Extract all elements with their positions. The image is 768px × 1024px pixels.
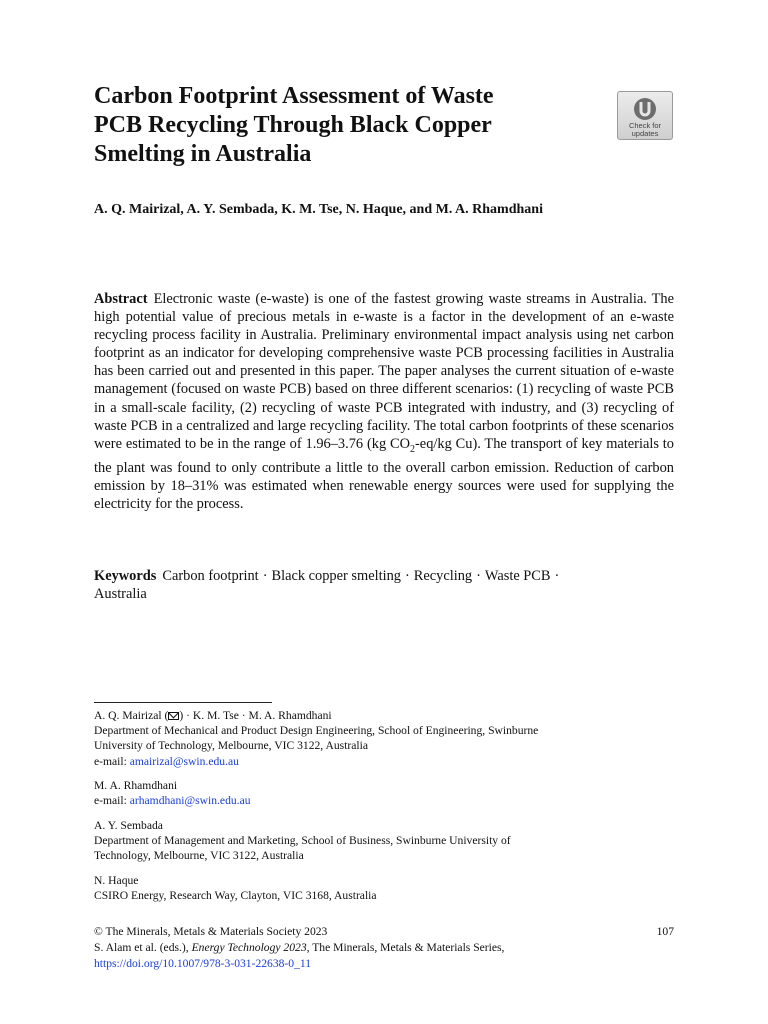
affiliation-email bbox=[94, 793, 684, 808]
envelope-icon bbox=[168, 712, 179, 720]
author-list: A. Q. Mairizal, A. Y. Sembada, K. M. Tse, N. Haque, and M. A. Rhamdhani bbox=[94, 202, 543, 217]
citation-line bbox=[94, 940, 674, 956]
abstract-label: Abstract bbox=[94, 291, 148, 307]
book-title: Energy Technology 2023 bbox=[191, 941, 307, 954]
email-label: e-mail: bbox=[94, 754, 130, 768]
abstract-subscript: 2 bbox=[410, 443, 416, 455]
keywords-label: Keywords bbox=[94, 568, 157, 584]
keyword-separator: · bbox=[476, 568, 481, 584]
affiliation-names bbox=[94, 708, 684, 723]
page-footer bbox=[94, 924, 674, 972]
keyword-separator: · bbox=[554, 568, 560, 584]
check-for-updates-icon bbox=[632, 96, 658, 122]
keyword-item: Black copper smelting bbox=[271, 568, 401, 584]
affiliation-names: N. Haque bbox=[94, 874, 139, 887]
title-line-3: Smelting in Australia bbox=[94, 141, 312, 167]
citation-prefix: S. Alam et al. (eds.), bbox=[94, 941, 192, 954]
affiliation-names-text: A. Q. Mairizal ( bbox=[94, 709, 169, 722]
affiliation-dept-line: Department of Management and Marketing, School of Business, Swinburne University of bbox=[94, 834, 511, 848]
affiliation-3 bbox=[94, 818, 684, 864]
keyword-item: Recycling bbox=[413, 568, 473, 584]
keyword-item: Waste PCB bbox=[484, 568, 551, 584]
email-link[interactable]: arhamdhani@swin.edu.au bbox=[129, 794, 251, 808]
affiliation-names: M. A. Rhamdhani bbox=[94, 779, 178, 792]
footnote-rule bbox=[94, 702, 272, 703]
title-line-1: Carbon Footprint Assessment of Waste bbox=[94, 83, 494, 109]
affiliation-dept-line: University of Technology, Melbourne, VIC 3122, Australia bbox=[94, 739, 368, 753]
keyword-separator: · bbox=[262, 568, 268, 584]
affiliation-1 bbox=[94, 708, 684, 769]
affiliation-names: A. Y. Sembada bbox=[94, 819, 163, 832]
keyword-item: Carbon footprint bbox=[162, 568, 259, 584]
affiliation-names-text: ) · K. M. Tse · M. A. Rhamdhani bbox=[179, 709, 332, 722]
badge-text-2: updates bbox=[631, 129, 659, 138]
affiliation-dept-line: CSIRO Energy, Research Way, Clayton, VIC 3168, Australia bbox=[94, 889, 377, 903]
page-number: 107 bbox=[656, 925, 674, 938]
check-for-updates-badge[interactable] bbox=[617, 91, 673, 140]
citation-suffix: , The Minerals, Metals & Materials Series, bbox=[306, 941, 505, 954]
affiliation-dept-line: Department of Mechanical and Product Design Engineering, School of Engineering, Swinburne bbox=[94, 724, 539, 738]
affiliation-2 bbox=[94, 778, 684, 808]
abstract-text-2: -eq/kg Cu). The transport of key materials to the plant was found to only contribute a little to the overall carbon emission. Reduction of carbon emission by 18–31% was estimated when renewable energy sources were used for supplying the electricity for the process. bbox=[94, 435, 674, 512]
paper-title bbox=[94, 82, 594, 169]
keyword-separator: · bbox=[404, 568, 410, 584]
title-line-2: PCB Recycling Through Black Copper bbox=[94, 112, 492, 138]
keywords bbox=[94, 567, 674, 603]
email-label: e-mail: bbox=[94, 794, 130, 808]
abstract-text-1: Electronic waste (e-waste) is one of the fastest growing waste streams in Australia. The high potential value of precious metals in e-waste is a factor in the development of an e-waste recycling process facility in Australia. Preliminary environmental impact analysis using net carbon footprint as an indicator for developing comprehensive waste PCB processing facilities in Australia has been carried out and presented in this paper. The paper analyses the current situation of e-waste management (focused on waste PCB) based on three different scenarios: (1) recycling of waste PCB in a small-scale facility, (2) recycling of waste PCB integrated with industry, and (3) recycling of waste PCB in a centralized and large recycling facility. The total carbon footprints of these scenarios were estimated to be in the range of 1.96–3.76 (kg CO bbox=[94, 291, 674, 452]
email-link[interactable]: amairizal@swin.edu.au bbox=[129, 754, 239, 768]
affiliation-email bbox=[94, 754, 684, 769]
affiliation-4 bbox=[94, 873, 684, 903]
copyright-line: © The Minerals, Metals & Materials Society 2023 bbox=[94, 925, 328, 938]
keyword-item: Australia bbox=[94, 586, 147, 603]
badge-text-1: Check for bbox=[628, 121, 662, 130]
abstract bbox=[94, 290, 674, 513]
doi-link[interactable]: https://doi.org/10.1007/978-3-031-22638-0_11 bbox=[94, 957, 312, 970]
affiliation-dept-line: Technology, Melbourne, VIC 3122, Australia bbox=[94, 849, 304, 863]
